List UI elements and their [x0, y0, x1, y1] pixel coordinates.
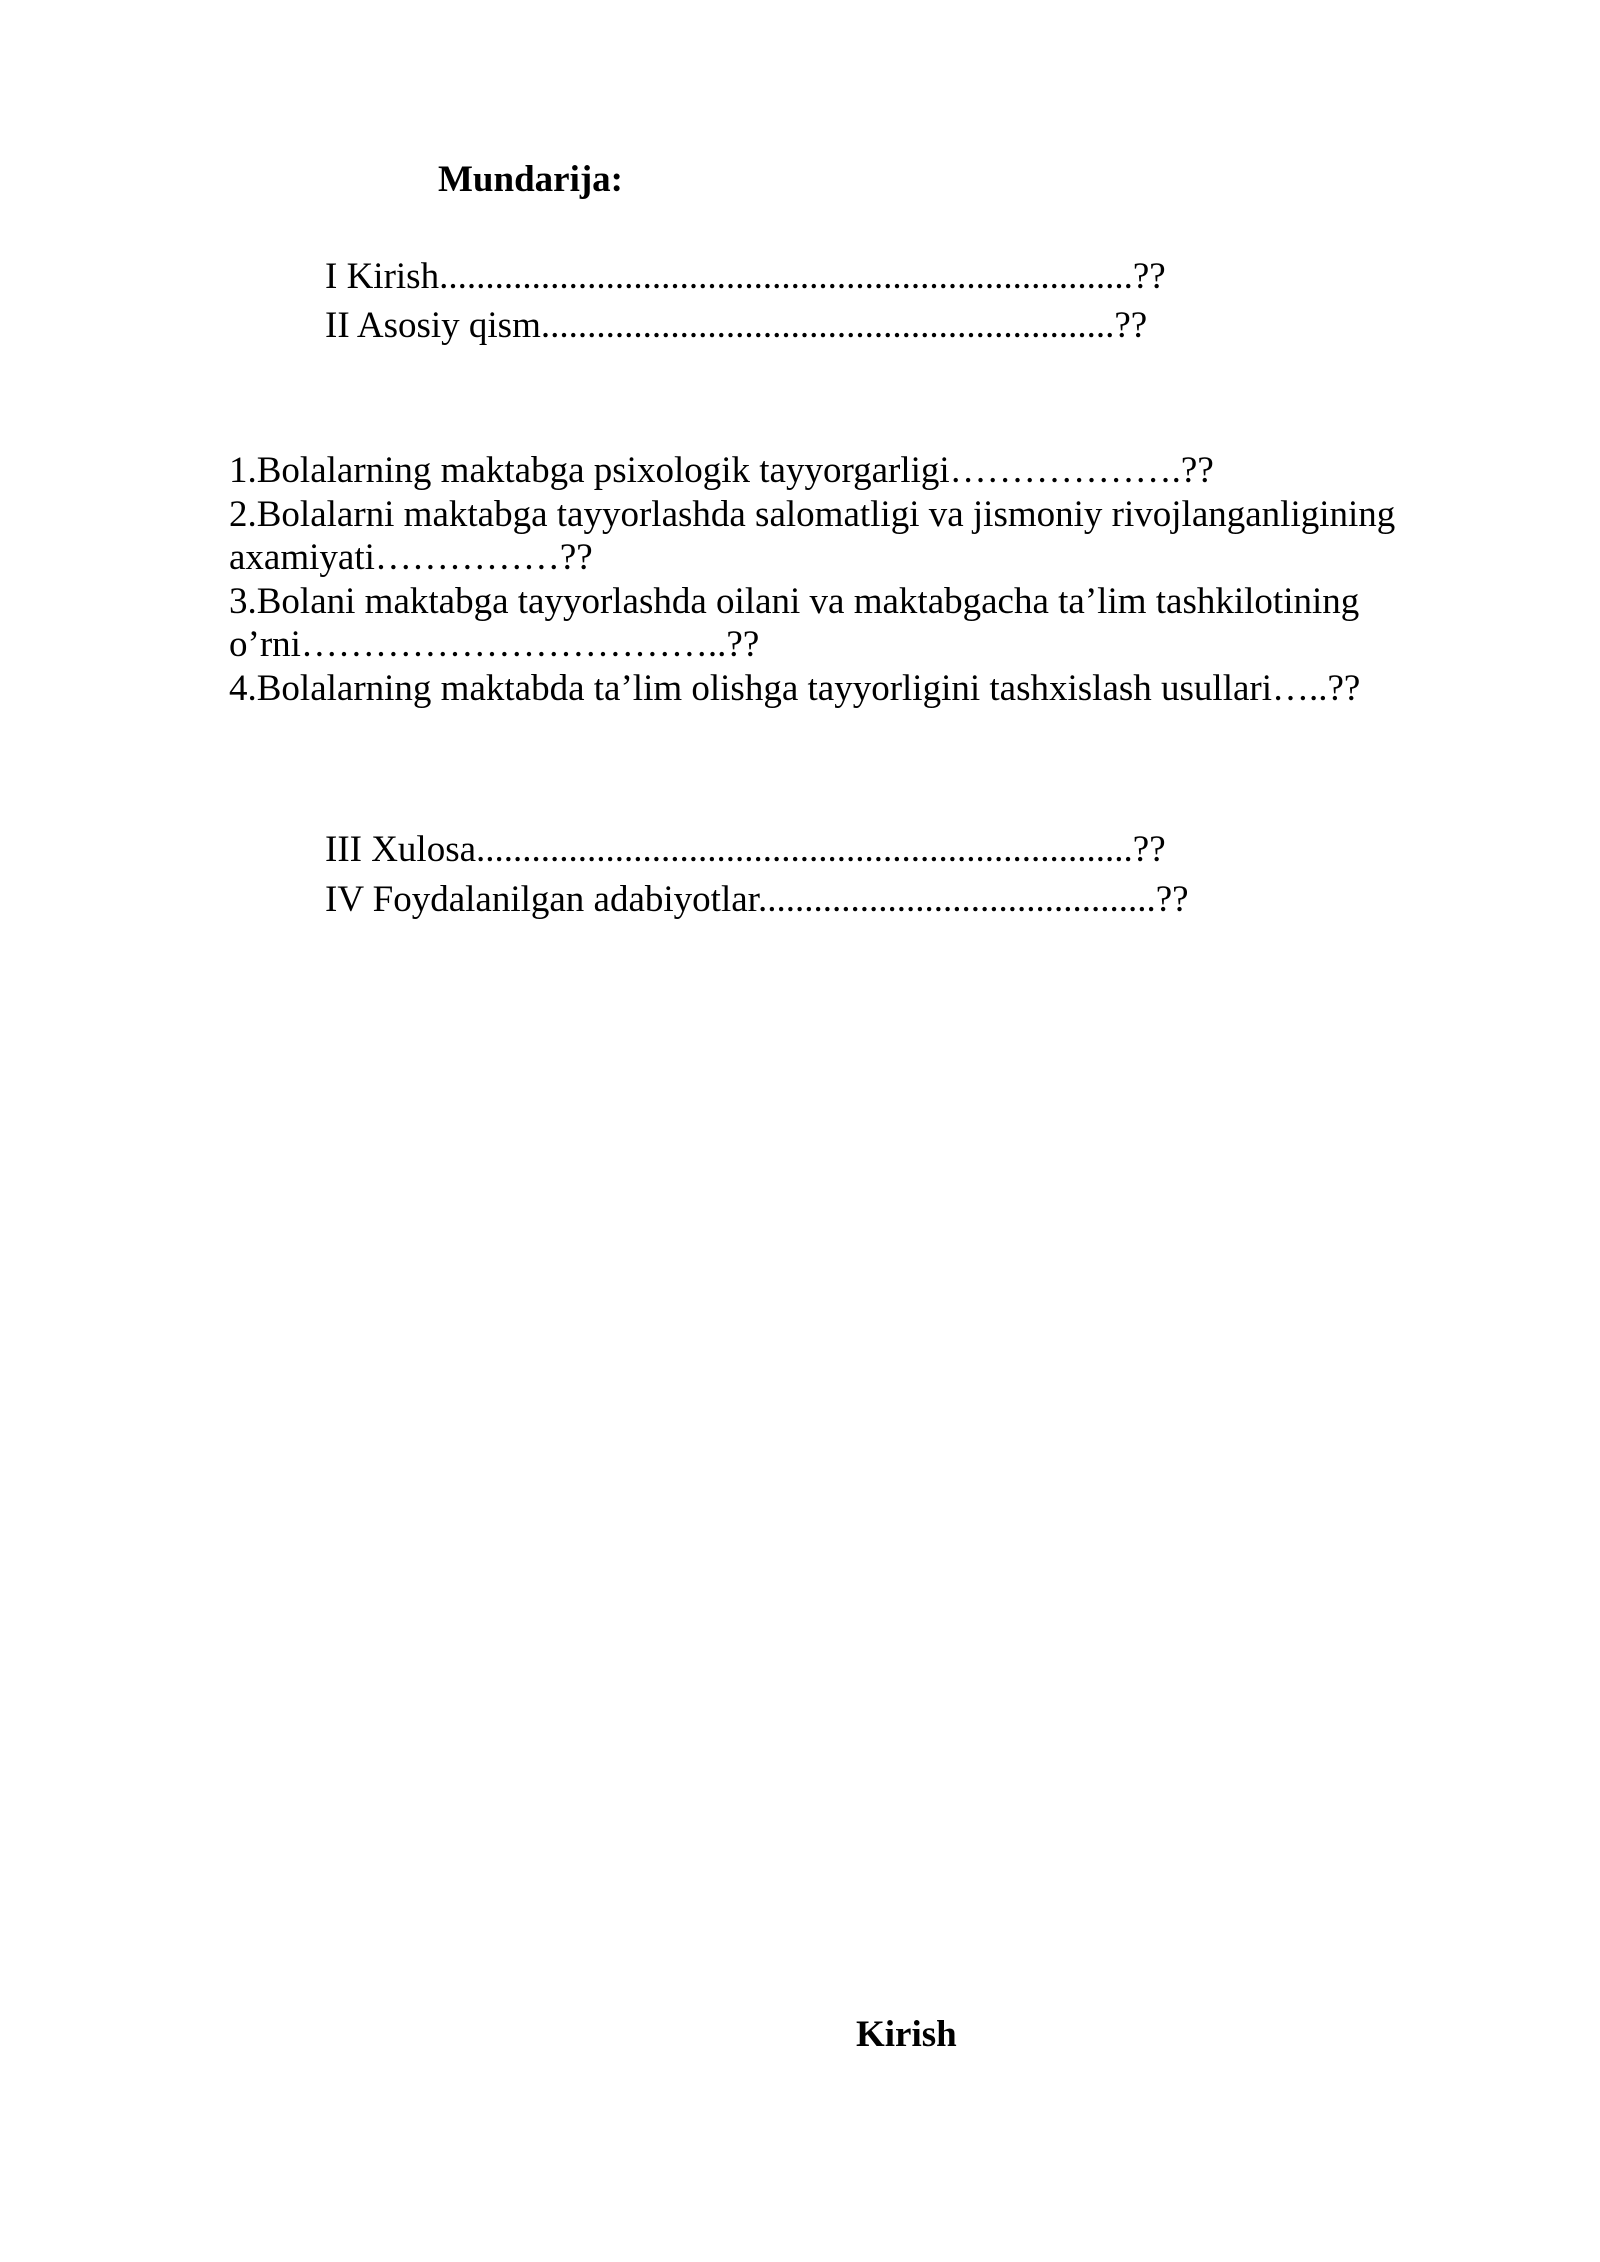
toc-entry-kirish: I Kirish...........................................................................??	[325, 256, 1166, 297]
toc-subentry-4: 4.Bolalarning maktabda ta’lim olishga tayyorligini tashxislash usullari…..??	[229, 667, 1361, 709]
toc-entry-xulosa: III Xulosa.......................................................................??	[325, 829, 1166, 870]
toc-subentry-2-line-2: axamiyati……………??	[229, 537, 593, 578]
toc-subentry-3-line-2: o’rni……………………………..??	[229, 624, 760, 665]
toc-subsection-list	[229, 449, 1449, 710]
toc-subentry-2-line-1: 2.Bolalarni maktabga tayyorlashda salomatligi va jismoniy rivojlanganligining	[229, 493, 1396, 535]
section-heading-kirish: Kirish	[856, 2014, 957, 2055]
toc-entry-asosiy-qism: II Asosiy qism..............................................................??	[325, 305, 1148, 346]
toc-title: Mundarija:	[438, 159, 623, 200]
toc-subentry-1: 1.Bolalarning maktabga psixologik tayyorgarligi……………….??	[229, 450, 1214, 491]
toc-entry-adabiyotlar: IV Foydalanilgan adabiyotlar...........................................??	[325, 879, 1189, 920]
toc-subentry-3-line-1: 3.Bolani maktabga tayyorlashda oilani va maktabgacha ta’lim tashkilotining	[229, 580, 1360, 622]
